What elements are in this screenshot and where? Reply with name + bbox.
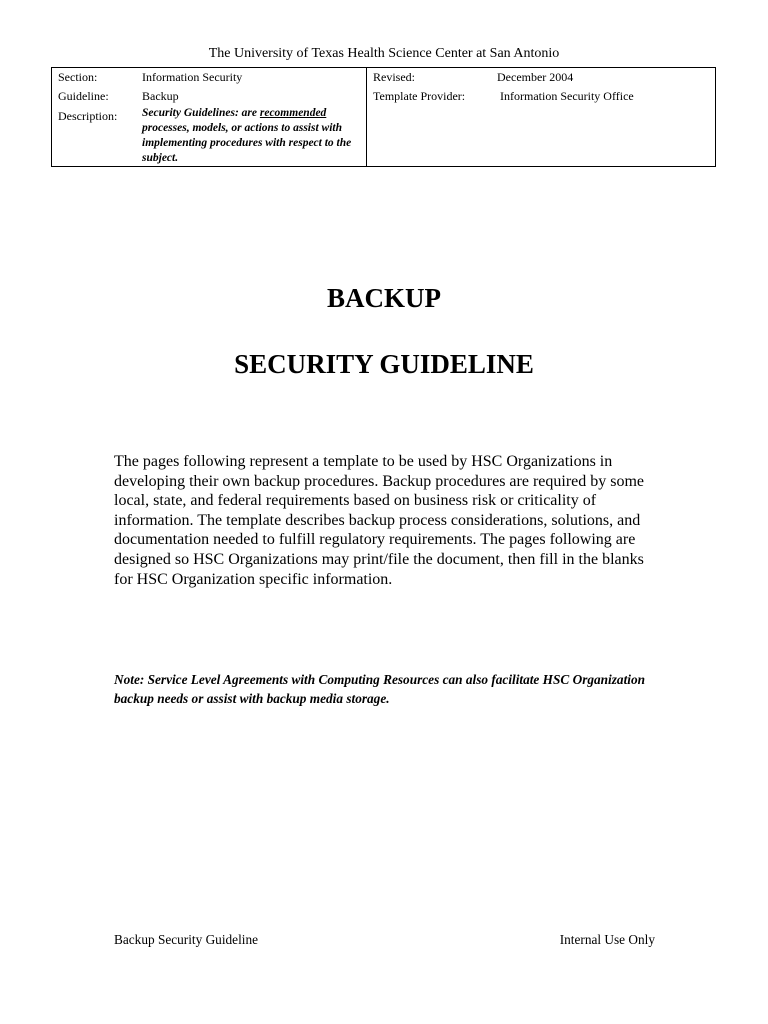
section-value: Information Security: [142, 70, 243, 84]
template-provider-label: Template Provider:: [373, 89, 466, 103]
guideline-value: Backup: [142, 89, 179, 103]
document-subtitle: SECURITY GUIDELINE: [234, 349, 534, 379]
description-label: Description:: [58, 109, 118, 123]
revised-label: Revised:: [373, 70, 415, 84]
note-paragraph: Note: Service Level Agreements with Computing Resources can also facilitate HSC Organization backup needs or assist with backup media storage.: [114, 672, 646, 706]
institution-name: The University of Texas Health Science Center at San Antonio: [208, 46, 560, 61]
intro-paragraph: The pages following represent a template to be used by HSC Organizations in developing their own backup procedures. Backup procedures are required by some local, state, and federal requirements based on business risk or criticality of information. The template describes backup process considerations, solutions, and documentation needed to fulfill regulatory requirements. The pages following are designed so HSC Organizations may print/file the document, then fill in the blanks for HSC Organization specific information.: [114, 453, 645, 588]
description-prefix: Security Guidelines: are: [142, 107, 260, 119]
footer-document-name: Backup Security Guideline: [114, 932, 259, 947]
template-provider-value: Information Security Office: [500, 89, 634, 103]
header-left-column: [52, 68, 367, 166]
header-right-column: [367, 68, 715, 166]
section-label: Section:: [58, 70, 98, 84]
guideline-label: Guideline:: [58, 89, 109, 103]
description-value: [142, 106, 367, 166]
revised-value: December 2004: [497, 70, 574, 84]
document-title: BACKUP: [327, 283, 441, 313]
description-emphasis: recommended: [259, 107, 327, 119]
document-header-table: [51, 67, 716, 167]
description-suffix: processes, models, or actions to assist with implementing procedures with respect to the subject.: [142, 122, 352, 164]
footer-classification: Internal Use Only: [559, 932, 655, 947]
